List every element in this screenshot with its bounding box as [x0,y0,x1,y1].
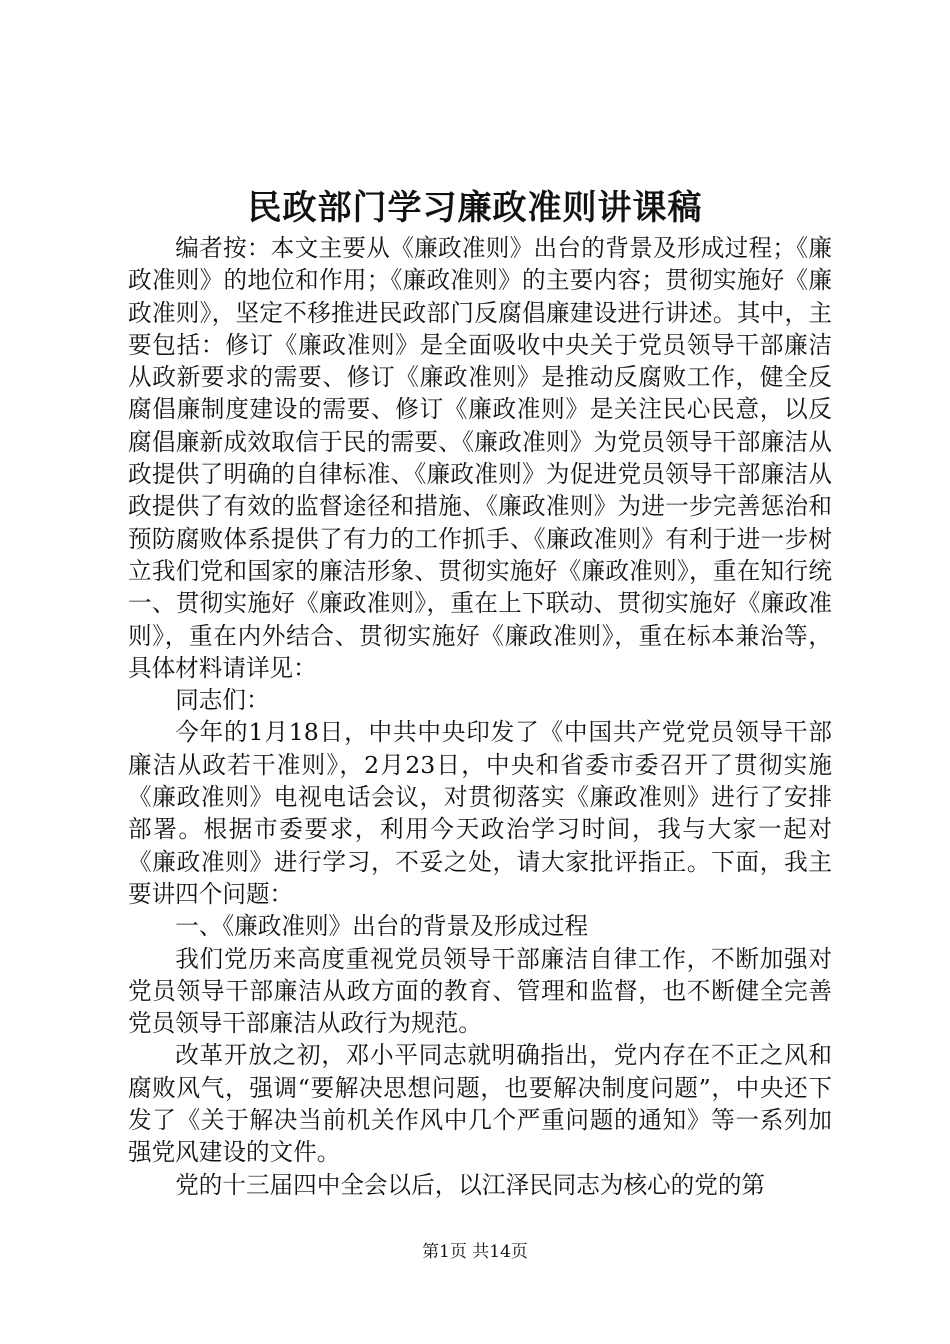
body-paragraph: 今年的1月18日，中共中央印发了《中国共产党党员领导干部廉洁从政若干准则》，2月23日，中央和省委市委召开了贯彻实施《廉政准则》电视电话会议，对贯彻落实《廉政准则》进行了安排部署。根据市委要求，利用今天政治学习时间，我与大家一起对《廉政准则》进行学习，不妥之处，请大家批评指正。下面，我主要讲四个问题： [128,718,832,908]
body-paragraph: 我们党历来高度重视党员领导干部廉洁自律工作，不断加强对党员领导干部廉洁从政方面的教育、管理和监督，也不断健全完善党员领导干部廉洁从政行为规范。 [128,944,832,1038]
body-paragraph: 党的十三届四中全会以后，以江泽民同志为核心的党的第 [175,1170,766,1199]
section-heading: 一、《廉政准则》出台的背景及形成过程 [175,912,589,941]
document-body [128,232,832,1201]
body-paragraph: 改革开放之初，邓小平同志就明确指出，党内存在不正之风和腐败风气，强调“要解决思想问题，也要解决制度问题”，中央还下发了《关于解决当前机关作风中几个严重问题的通知》等一系列加强党风建设的文件。 [128,1041,832,1167]
salutation-paragraph: 同志们： [175,686,270,715]
document-title: 民政部门学习廉政准则讲课稿 [247,188,703,228]
editor-note-paragraph: 编者按：本文主要从《廉政准则》出台的背景及形成过程；《廉政准则》的地位和作用；《廉政准则》的主要内容；贯彻实施好《廉政准则》，坚定不移推进民政部门反腐倡廉建设进行讲述。其中，主要包括：修订《廉政准则》是全面吸收中央关于党员领导干部廉洁从政新要求的需要、修订《廉政准则》是推动反腐败工作，健全反腐倡廉制度建设的需要、修订《廉政准则》是关注民心民意，以反腐倡廉新成效取信于民的需要、《廉政准则》为党员领导干部廉洁从政提供了明确的自律标准、《廉政准则》为促进党员领导干部廉洁从政提供了有效的监督途径和措施、《廉政准则》为进一步完善惩治和预防腐败体系提供了有力的工作抓手、《廉政准则》有利于进一步树立我们党和国家的廉洁形象、贯彻实施好《廉政准则》，重在知行统一、贯彻实施好《廉政准则》，重在上下联动、贯彻实施好《廉政准则》，重在内外结合、贯彻实施好《廉政准则》，重在标本兼治等，具体材料请详见： [128,234,832,682]
page-footer: 第1页 共14页 [422,1242,528,1262]
